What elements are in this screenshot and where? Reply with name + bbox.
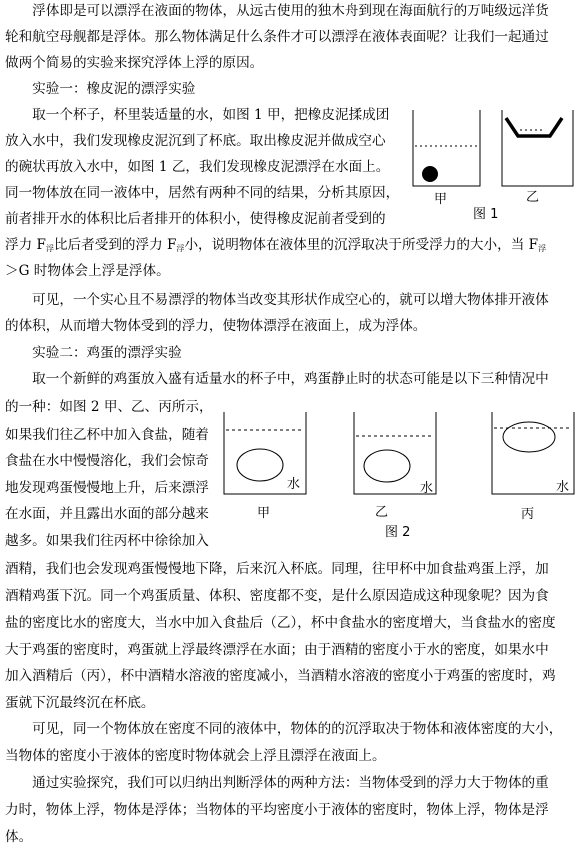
text-line: 的碗状再放入水中，如图 1 乙，我们发现橡皮泥漂浮在水面上。 (5, 159, 390, 175)
text-line: 越多。如果我们往丙杯中徐徐加入 (5, 533, 209, 549)
text-line: 取一个杯子，杯里装适量的水，如图 1 甲，把橡皮泥揉成团 (5, 107, 390, 123)
text-line: 浮力 $F_浮$比后者受到的浮力 $F_浮$小，说明物体在液体里的沉浮取决于所受浮力的大小，当 $F_浮$ (5, 237, 547, 253)
text-line: 大于鸡蛋的密度时，鸡蛋就上浮最终漂浮在水面；由于酒精的密度小于水的密度，如果水中 (5, 642, 549, 658)
text-line: 力时，物体上浮，物体是浮体；当物体的平均密度小于液体的密度时，物体上浮，物体是浮 (5, 802, 549, 818)
text-line: 前者排开水的体积比后者排开的体积小，使得橡皮泥前者受到的 (5, 211, 386, 227)
egg-suspended (364, 450, 410, 482)
text-line: 体。 (5, 829, 33, 845)
text-line: 当物体的密度小于液体的密度时物体就会上浮且漂浮在液面上。 (5, 748, 386, 764)
fig2-water-label: 水 (287, 477, 301, 492)
fig2-water-label: 水 (556, 480, 570, 495)
text-line: 放入水中，我们发现橡皮泥沉到了杯底。取出橡皮泥并做成空心 (5, 133, 386, 149)
section-heading: 实验二：鸡蛋的漂浮实验 (5, 345, 182, 361)
clay-ball (422, 166, 438, 182)
fig2-water-label: 水 (420, 481, 434, 496)
text-line: ＞G 时物体会上浮是浮体。 (5, 263, 170, 279)
text-line: 如果我们往乙杯中加入食盐，随着 (5, 427, 209, 443)
fig1-label-jia: 甲 (434, 192, 448, 207)
text-line: 可见，一个实心且不易漂浮的物体当改变其形状作成空心的，就可以增大物体排开液体 (5, 292, 549, 308)
text-line: 浮体即是可以漂浮在液面的物体，从远古使用的独木舟到现在海面航行的万吨级远洋货 (5, 3, 549, 19)
fig2-caption: 图 2 (385, 525, 411, 540)
text-line: 通过实验探究，我们可以归纳出判断浮体的两种方法：当物体受到的浮力大于物体的重 (5, 775, 549, 791)
cup-yi (502, 110, 573, 186)
clay-bowl (506, 118, 562, 136)
text-line: 酒精鸡蛋下沉。同一个鸡蛋质量、体积、密度都不变，是什么原因造成这种现象呢？因为食 (5, 588, 549, 604)
text-line: 酒精，我们也会发现鸡蛋慢慢地下降，后来沉入杯底。同理，往甲杯中加食盐鸡蛋上浮，加 (5, 561, 549, 577)
fig1-label-yi: 乙 (526, 190, 540, 205)
text-line: 在水面，并且露出水面的部分越来 (5, 506, 209, 522)
egg-sunk (237, 449, 283, 481)
egg-floating (503, 422, 555, 452)
text-line: 食盐在水中慢慢溶化，我们会惊奇 (5, 453, 209, 469)
figure-1 (405, 108, 580, 193)
fig1-caption: 图 1 (473, 207, 499, 222)
text-line: 可见，同一个物体放在密度不同的液体中，物体的的沉浮取决于物体和液体密度的大小， (5, 721, 563, 737)
text-line: 地发现鸡蛋慢慢地上升，后来漂浮 (5, 480, 209, 496)
text-line: 轮和航空母舰都是浮体。那么物体满足什么条件才可以漂浮在液体表面呢？让我们一起通过 (5, 29, 549, 45)
text-line: 盐的密度比水的密度大，当水中加入食盐后（乙），杯中食盐水的密度增大，当食盐水的密度 (5, 615, 556, 631)
text-line: 的体积，从而增大物体受到的浮力，使物体漂浮在液面上，成为浮体。 (5, 318, 427, 334)
fig2-label-jia: 甲 (257, 506, 271, 521)
figure-2 (222, 410, 580, 502)
fig2-label-yi: 乙 (375, 505, 389, 520)
text-line: 同一物体放在同一液体中，居然有两种不同的结果，分析其原因， (5, 185, 400, 201)
text-line: 蛋就下沉最终沉在杯底。 (5, 695, 155, 711)
section-heading: 实验一：橡皮泥的漂浮实验 (5, 81, 196, 97)
text-line: 取一个新鲜的鸡蛋放入盛有适量水的杯子中，鸡蛋静止时的状态可能是以下三种情况中 (5, 371, 549, 387)
fig2-label-bing: 丙 (521, 507, 535, 522)
text-line: 做两个简易的实验来探究浮体上浮的原因。 (5, 55, 264, 71)
text-line: 的一种：如图 2 甲、乙、丙所示， (5, 399, 213, 415)
text-line: 加入酒精后（丙），杯中酒精水溶液的密度减小，当酒精水溶液的密度小于鸡蛋的密度时，鸡 (5, 668, 556, 684)
